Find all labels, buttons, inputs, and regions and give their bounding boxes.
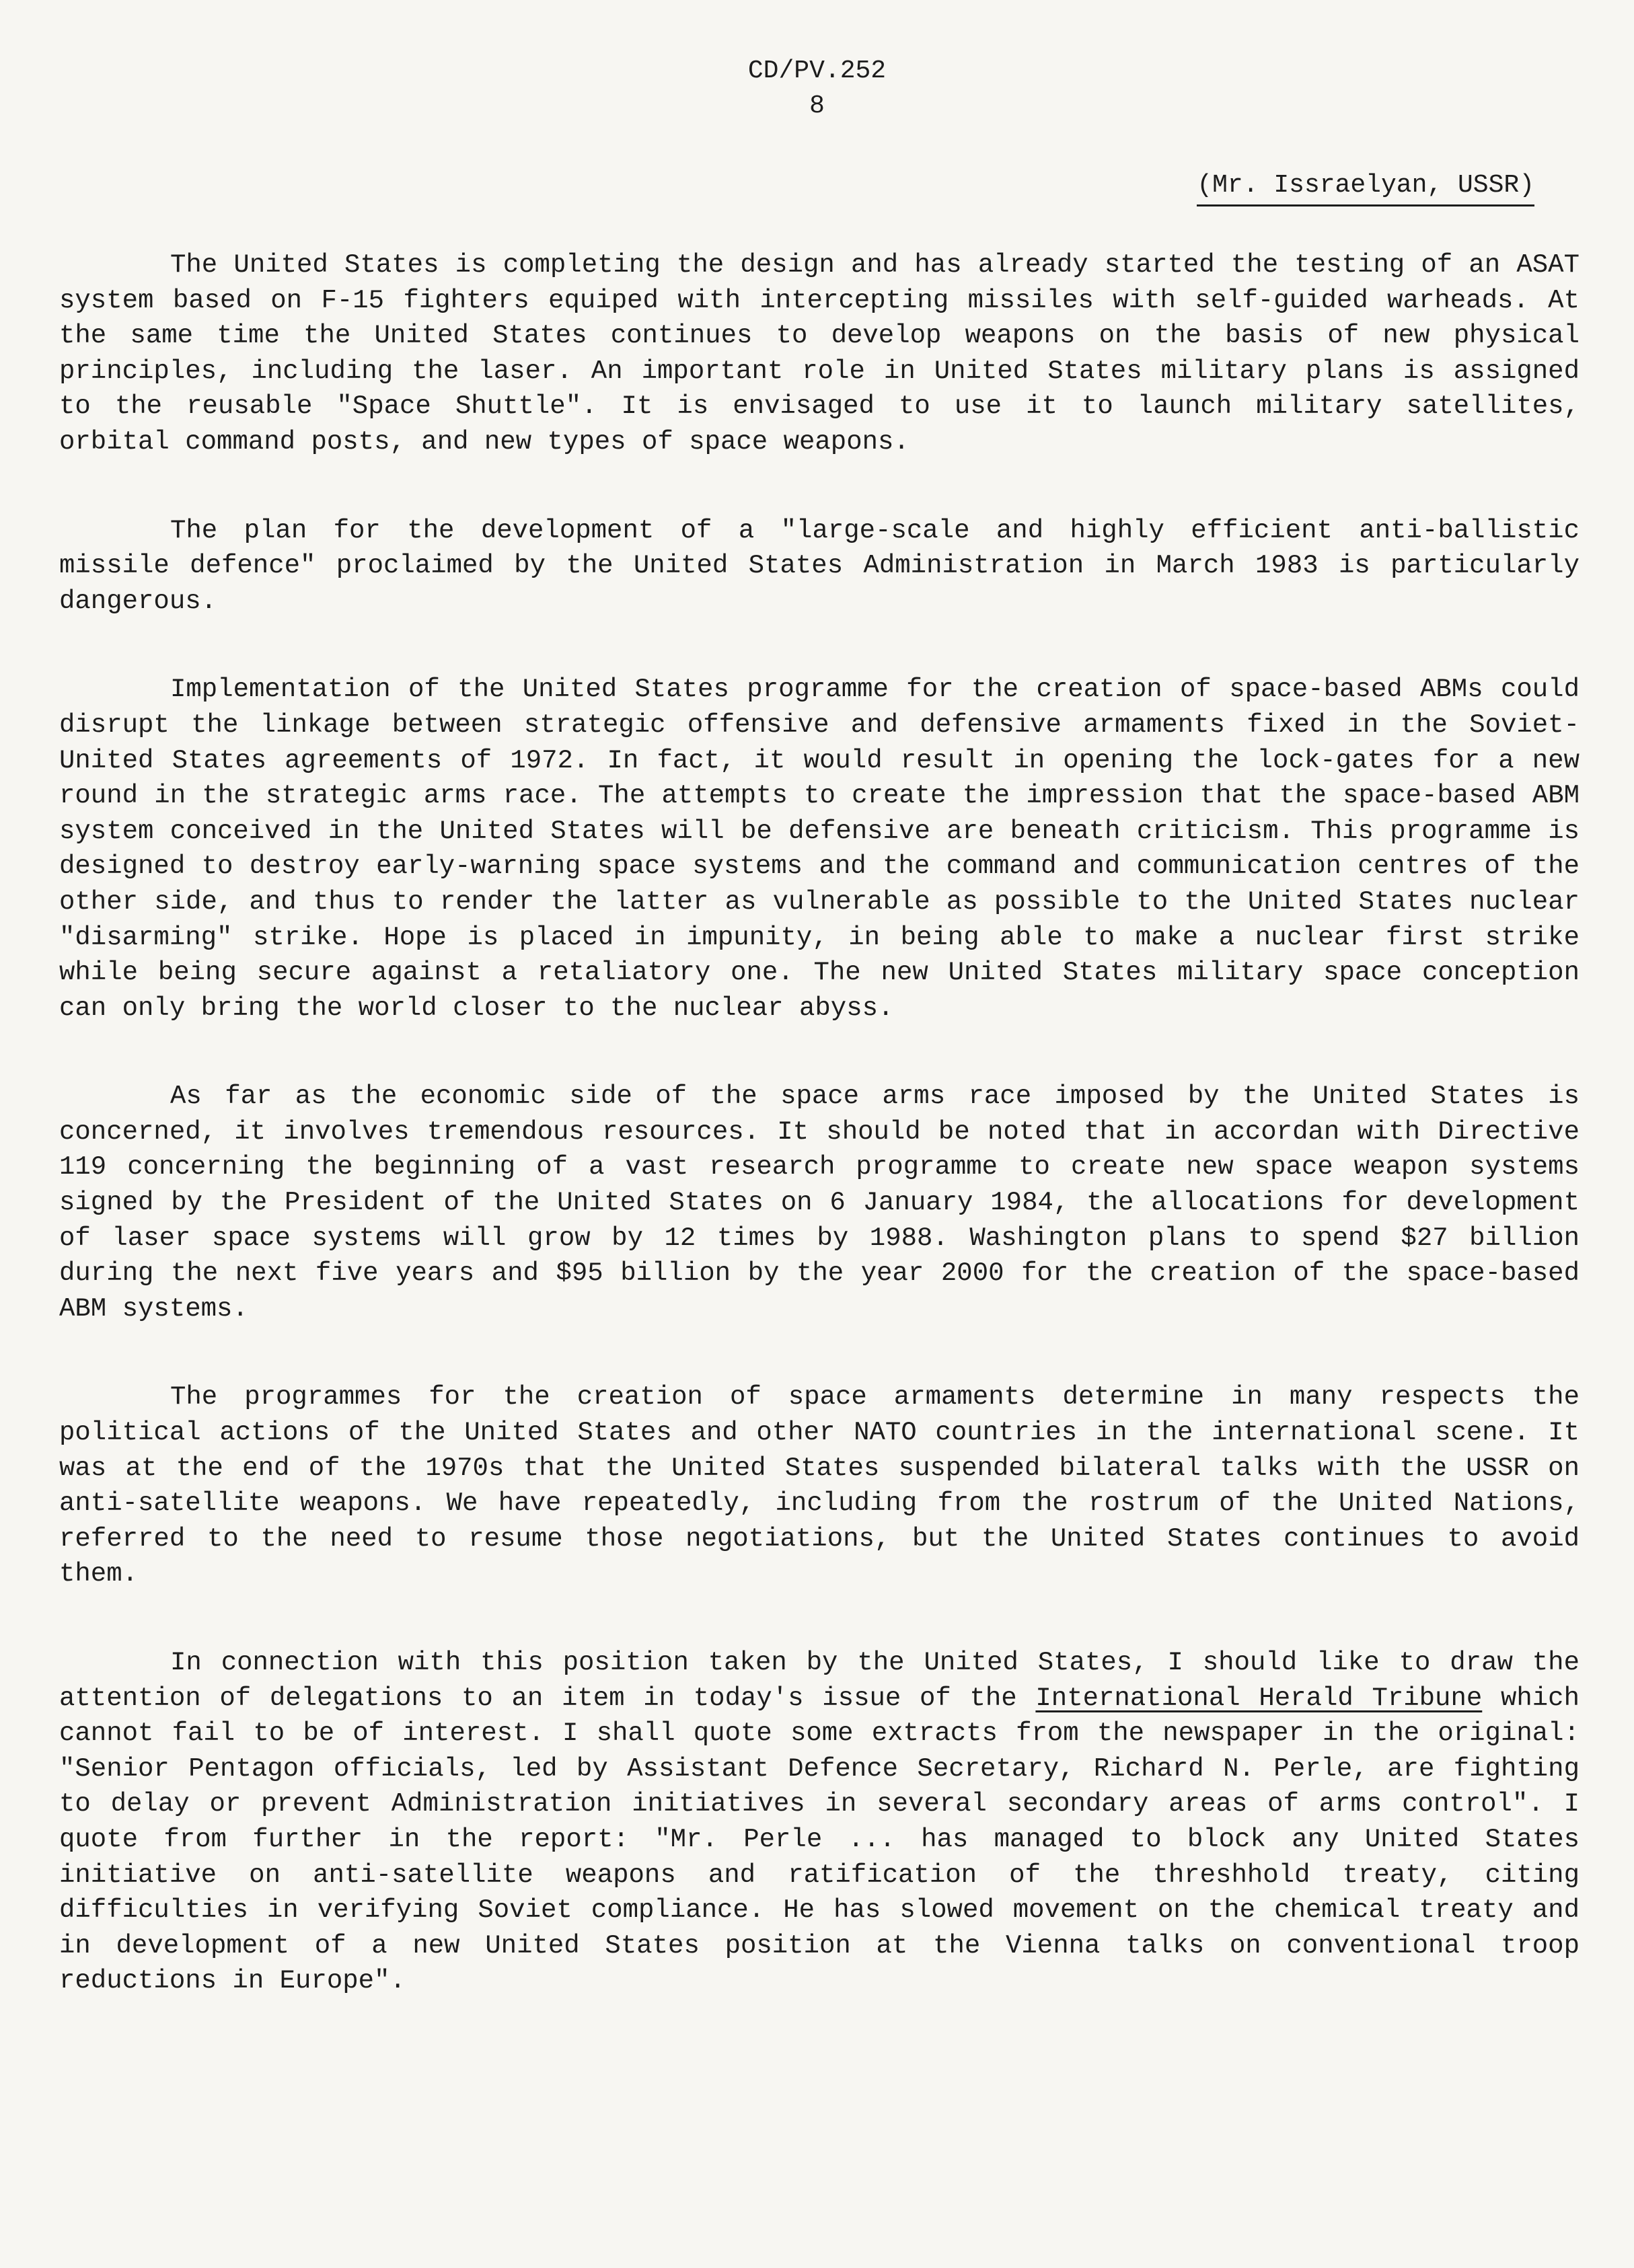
publication-title: International Herald Tribune	[1035, 1683, 1483, 1713]
paragraph-abm-plan: The plan for the development of a "large-scale and highly efficient anti-ballistic missile defence" proclaimed by the United States Administration in March 1983 is particularly dangerous.	[59, 515, 1580, 616]
quote-body-text: which cannot fail to be of interest. I shall quote some extracts from the newspaper in the original: "Senior Pentagon officials, led by Assistant Defence Secretary, Richard N. Perle, are fighting to delay or prevent Administration initiatives in several secondary areas of arms control". I quote from further in the report: "Mr. Perle ... has managed to block any United States initiative on anti-satellite weapons and ratification of the threshhold treaty, citing difficulties in verifying Soviet compliance. He has slowed movement on the chemical treaty and in development of a new United States position at the Vienna talks on conventional troop reductions in Europe".	[59, 1683, 1580, 1996]
document-symbol: CD/PV.252	[747, 56, 887, 85]
page-header	[0, 54, 1634, 124]
paragraph-newspaper-quote	[59, 1645, 1580, 1999]
paragraph-asat-system: The United States is completing the design and has already started the testing of an ASAT system based on F-15 fighters equiped with intercepting missiles with self-guided warheads. At the same time the United States continues to develop weapons on the basis of new physical principles, including the laser. An important role in United States military plans is assigned to the reusable "Space Shuttle". It is envisaged to use it to launch military satellites, orbital command posts, and new types of space weapons.	[59, 250, 1580, 457]
paragraph-economic-side: As far as the economic side of the space arms race imposed by the United States is concerned, it involves tremendous resources. It should be noted that in accordan with Directive 119 concerning the beginning of a vast research programme to create new space weapon systems signed by the President of the United States on 6 January 1984, the allocations for development of laser space systems will grow by 12 times by 1988. Washington plans to spend $27 billion during the next five years and $95 billion by the year 2000 for the creation of the space-based ABM systems.	[59, 1082, 1580, 1324]
document-body	[59, 248, 1580, 2052]
paragraph-abm-implementation: Implementation of the United States programme for the creation of space-based ABMs could disrupt the linkage between strategic offensive and defensive armaments fixed in the Soviet-United States agreements of 1972. In fact, it would result in opening the lock-gates for a new round in the strategic arms race. The attempts to create the impression that the space-based ABM system conceived in the United States will be defensive are beneath criticism. This programme is designed to destroy early-warning space systems and the command and communication centres of the other side, and thus to render the latter as vulnerable as possible to the United States nuclear "disarming" strike. Hope is placed in impunity, in being able to make a nuclear first strike while being secure against a retaliatory one. The new United States military space conception can only bring the world closer to the nuclear abyss.	[59, 675, 1580, 1023]
speaker-attribution: (Mr. Issraelyan, USSR)	[1197, 168, 1534, 206]
quote-intro-text: In connection with this position taken by the United States, I should like to draw the attention of delegations to an item in today's issue of the	[59, 1648, 1580, 1713]
paragraph-political-actions: The programmes for the creation of space armaments determine in many respects the political actions of the United States and other NATO countries in the international scene. It was at the end of the 1970s that the United States suspended bilateral talks with the USSR on anti-satellite weapons. We have repeatedly, including from the rostrum of the United Nations, referred to the need to resume those negotiations, but the United States continues to avoid them.	[59, 1382, 1580, 1589]
page-number: 8	[809, 91, 825, 120]
